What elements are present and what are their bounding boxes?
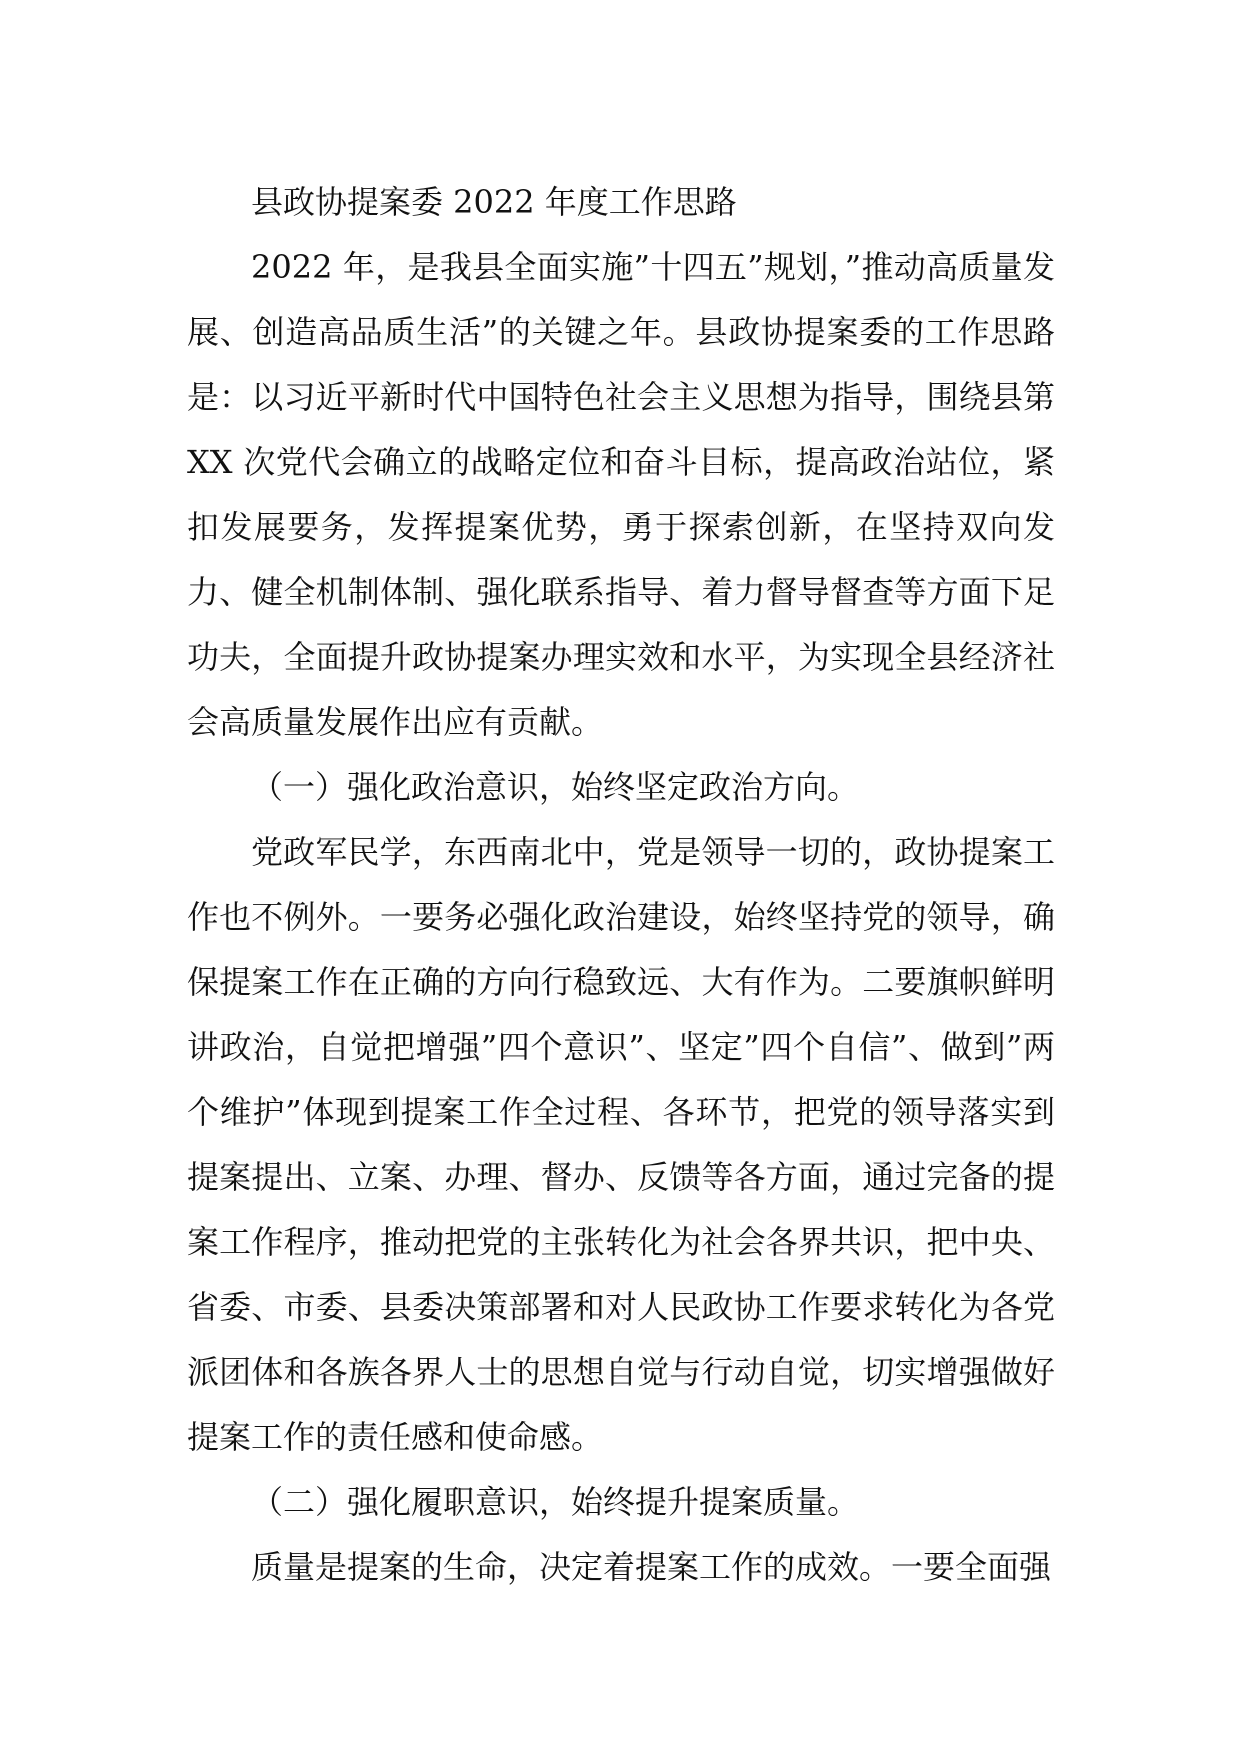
- section-body-2: 质量是提案的生命，决定着提案工作的成效。一要全面强: [251, 1548, 1052, 1586]
- section-heading-1: （一）强化政治意识，始终坚定政治方向。: [251, 768, 860, 806]
- document-title: 县政协提案委 2022 年度工作思路: [251, 183, 737, 221]
- intro-paragraph: 2022 年，是我县全面实施”十四五”规划，”推动高质量发展、创造高品质生活”的关键之年。县政协提案委的工作思路是：以习近平新时代中国特色社会主义思想为指导，围绕县第 XX 次党代会确立的战略定位和奋斗目标，提高政治站位，紧扣发展要务，发挥提案优势，勇于探索创新，在坚持双向发力、健全机制体制、强化联系指导、着力督导督查等方面下足功夫，全面提升政协提案办理实效和水平，为实现全县经济社会高质量发展作出应有贡献。: [187, 248, 1055, 741]
- section-body-1: 党政军民学，东西南北中，党是领导一切的，政协提案工作也不例外。一要务必强化政治建设，始终坚持党的领导，确保提案工作在正确的方向行稳致远、大有作为。二要旗帜鲜明讲政治，自觉把增强”四个意识”、坚定”四个自信”、做到”两个维护”体现到提案工作全过程、各环节，把党的领导落实到提案提出、立案、办理、督办、反馈等各方面，通过完备的提案工作程序，推动把党的主张转化为社会各界共识，把中央、省委、市委、县委决策部署和对人民政协工作要求转化为各党派团体和各族各界人士的思想自觉与行动自觉，切实增强做好提案工作的责任感和使命感。: [187, 833, 1055, 1456]
- section-heading-2: （二）强化履职意识，始终提升提案质量。: [251, 1483, 860, 1521]
- document-page: [187, 170, 1055, 1600]
